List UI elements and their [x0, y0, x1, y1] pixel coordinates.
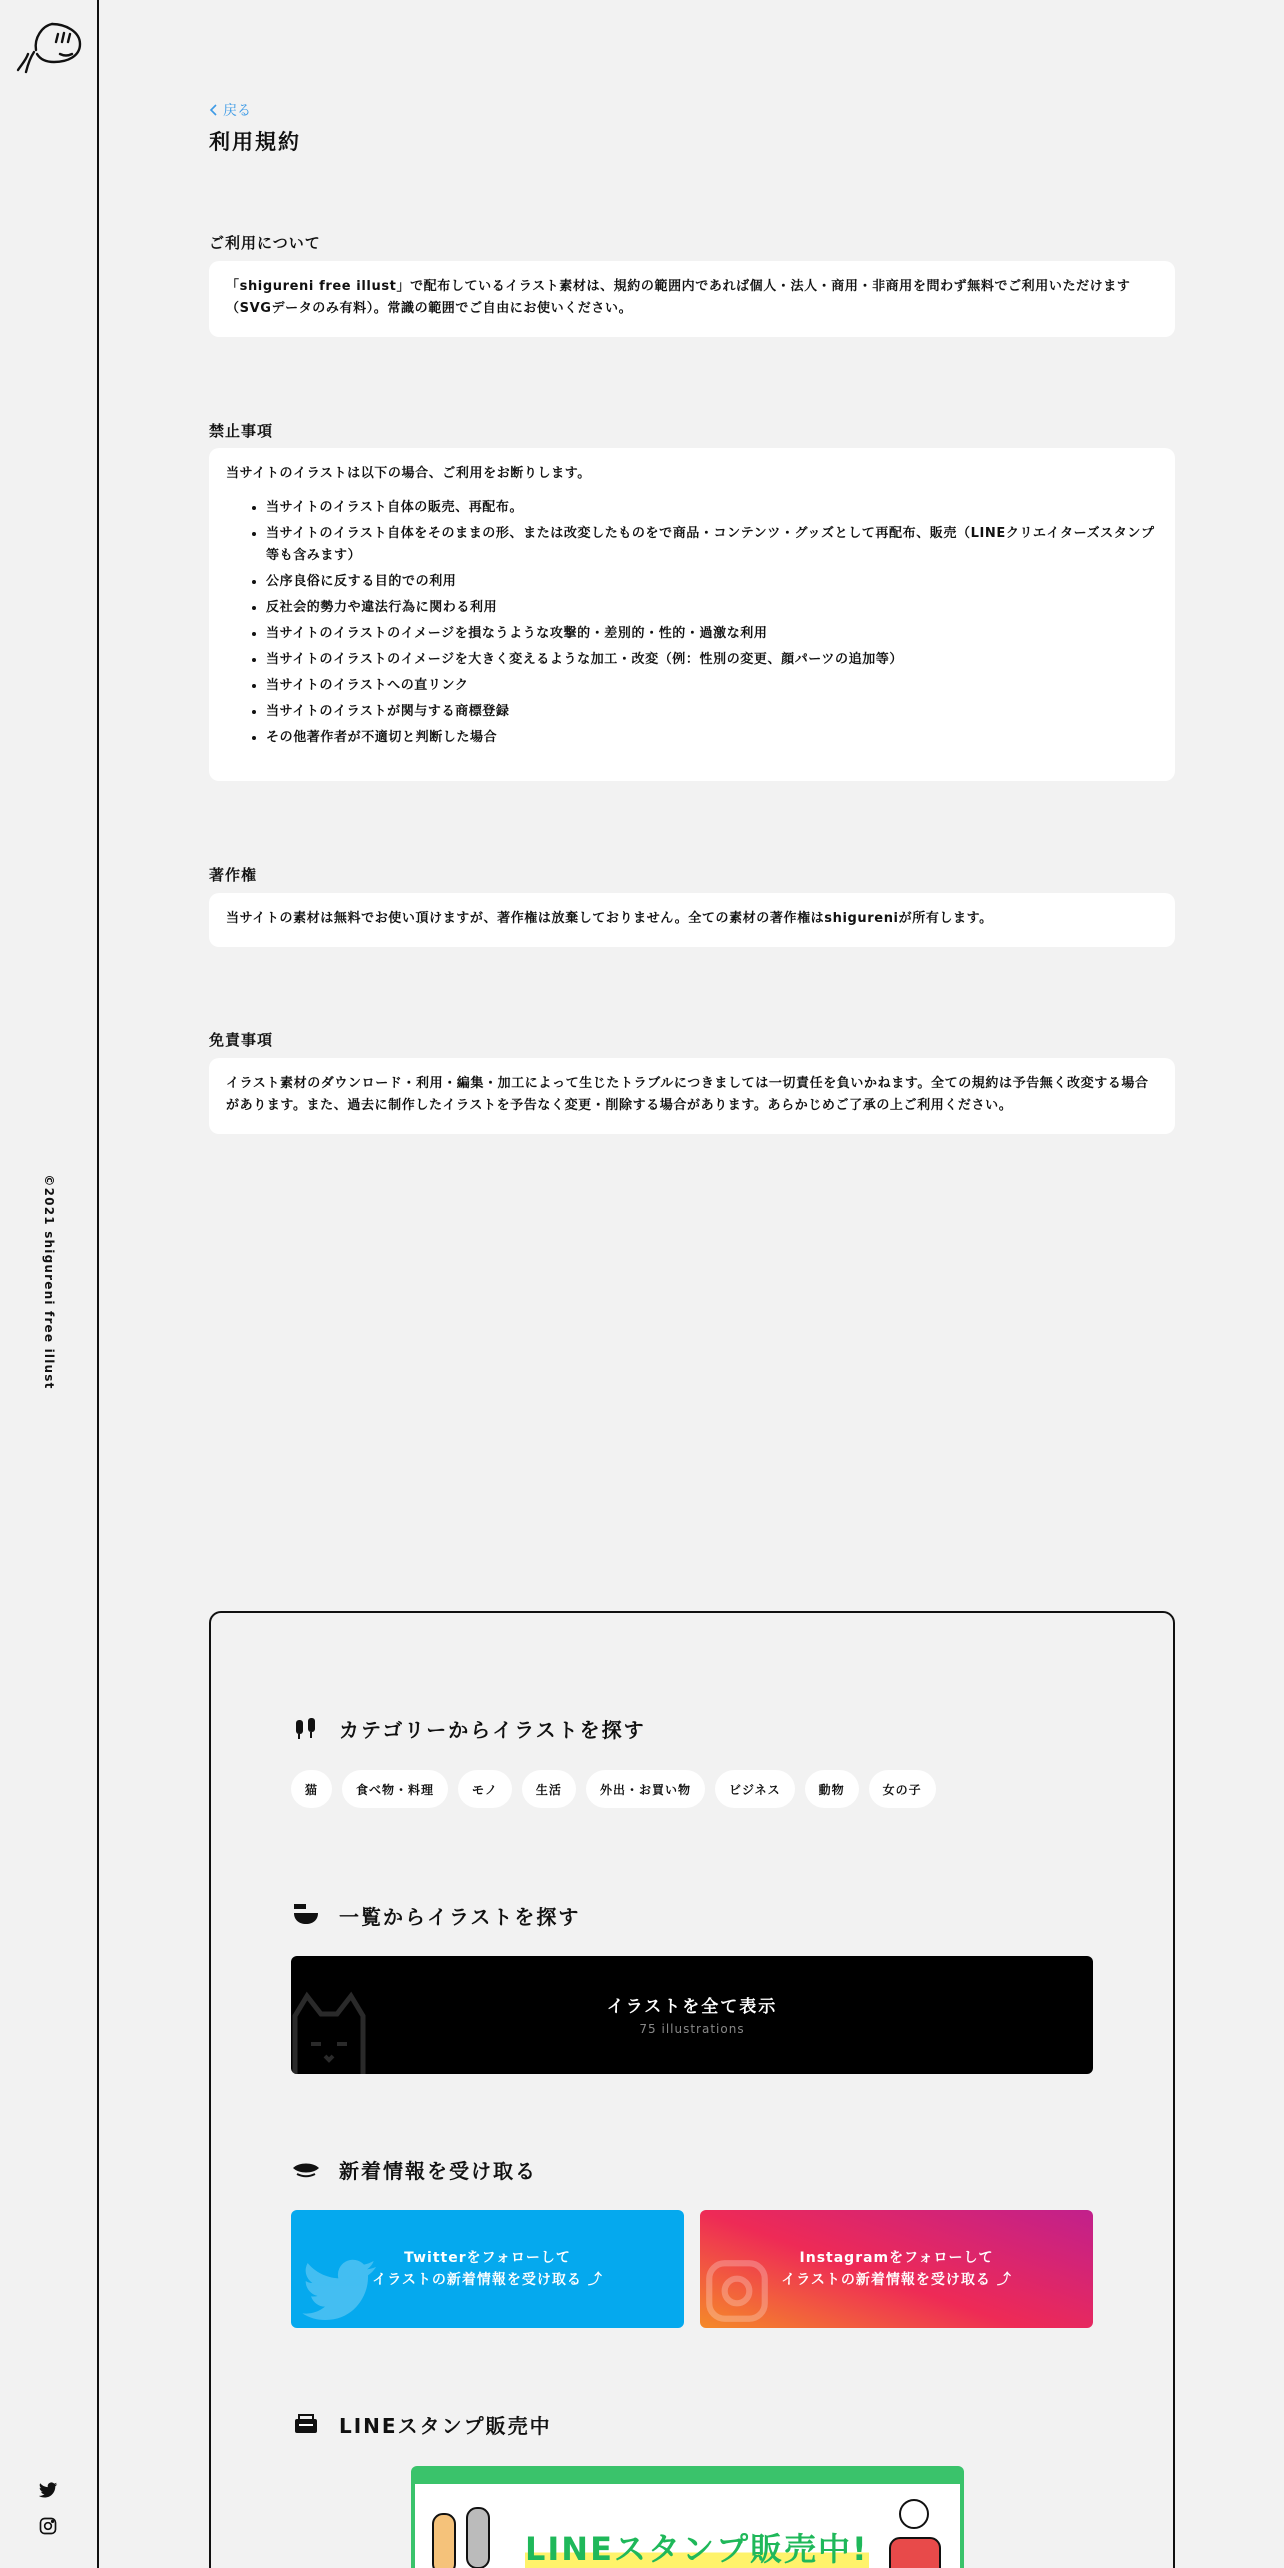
- line-stamp-banner[interactable]: [411, 2466, 964, 2568]
- shop-icon: [291, 2409, 321, 2439]
- category-chips: [291, 1770, 936, 1808]
- section-title-copyright: 著作権: [209, 866, 258, 884]
- show-all-label: イラストを全て表示: [606, 1997, 778, 2017]
- instagram-icon[interactable]: [38, 2516, 58, 2536]
- line-heading: [291, 2409, 552, 2439]
- list-heading-text: 一覧からイラストを探す: [339, 1904, 581, 1929]
- copyright-card: [209, 893, 1175, 947]
- category-chip[interactable]: 女の子: [869, 1770, 936, 1808]
- list-item: • 反社会的勢力や違法行為に関わる利用: [266, 597, 1158, 619]
- list-item: • 公序良俗に反する目的での利用: [266, 571, 1158, 593]
- copyright-text: ©2021 shigureni free illust: [42, 1174, 56, 1390]
- figures-icon: [291, 1713, 321, 1743]
- twitter-icon[interactable]: [38, 2480, 58, 2500]
- instagram-follow-line2: イラストの新着情報を受け取る ⤴: [781, 2272, 1012, 2288]
- section-title-prohibited: 禁止事項: [209, 422, 274, 440]
- twitter-follow-line2: イラストの新着情報を受け取る ⤴: [372, 2272, 603, 2288]
- twitter-follow-line1: Twitterをフォローして: [404, 2250, 571, 2266]
- category-chip[interactable]: 動物: [805, 1770, 859, 1808]
- cats-illustration-icon: [425, 2494, 505, 2568]
- cap-icon: [291, 2154, 321, 2184]
- usage-text: 「shigureni free illust」で配布しているイラスト素材は、規約の範囲内であれば個人・法人・商用・非商用を問わず無料でご利用いただけます（SVGデータのみ有料）。常識の範囲でご自由にお使いください。: [226, 279, 1131, 316]
- line-heading-text: LINEスタンプ販売中: [339, 2413, 552, 2438]
- prohibited-list: [226, 497, 1158, 749]
- category-chip[interactable]: 外出・お買い物: [586, 1770, 705, 1808]
- category-heading-text: カテゴリーからイラストを探す: [339, 1717, 646, 1742]
- disclaimer-text: イラスト素材のダウンロード・利用・編集・加工によって生じたトラブルにつきましては一切責任を負いかねます。全ての規約は予告無く改変する場合があります。また、過去に制作したイラストを予告なく変更・削除する場合があります。あらかじめご了承の上ご利用ください。: [226, 1076, 1149, 1113]
- list-item: • 当サイトのイラスト自体をそのままの形、または改変したものをで商品・コンテンツ・グッズとして再配布、販売（LINEクリエイターズスタンプ等も含みます）: [266, 523, 1158, 567]
- girl-illustration-icon: [870, 2488, 950, 2568]
- line-banner-inner: [415, 2484, 960, 2568]
- copyright-text: 当サイトの素材は無料でお使い頂けますが、著作権は放棄しておりません。全ての素材の著作権はshigureniが所有します。: [226, 911, 993, 926]
- category-chip[interactable]: 食べ物・料理: [342, 1770, 448, 1808]
- category-chip[interactable]: ビジネス: [715, 1770, 795, 1808]
- list-item: • その他著作者が不適切と判断した場合: [266, 727, 1158, 749]
- show-all-button[interactable]: [291, 1956, 1093, 2074]
- twitter-watermark-icon: [299, 2250, 379, 2328]
- list-item: • 当サイトのイラストのイメージを大きく変えるような加工・改変（例：性別の変更、顔パーツの追加等）: [266, 649, 1158, 671]
- list-item: • 当サイトのイラストが関与する商標登録: [266, 701, 1158, 723]
- list-heading: [291, 1900, 580, 1930]
- news-heading-text: 新着情報を受け取る: [339, 2158, 537, 2183]
- sidebar: [0, 0, 99, 2568]
- category-heading: [291, 1713, 646, 1743]
- category-chip[interactable]: 生活: [522, 1770, 576, 1808]
- page-title: 利用規約: [209, 130, 301, 154]
- prohibited-intro: 当サイトのイラストは以下の場合、ご利用をお断りします。: [226, 466, 591, 481]
- back-link-label: 戻る: [223, 103, 251, 119]
- footer-navigation: [209, 1611, 1175, 2568]
- chevron-left-icon: [209, 104, 219, 116]
- section-title-disclaimer: 免責事項: [209, 1031, 274, 1049]
- instagram-watermark-icon: [700, 2254, 774, 2328]
- list-item: • 当サイトのイラスト自体の販売、再配布。: [266, 497, 1158, 519]
- category-chip[interactable]: 猫: [291, 1770, 332, 1808]
- line-banner-text: LINEスタンプ販売中!: [525, 2524, 869, 2568]
- disclaimer-card: [209, 1058, 1175, 1134]
- illustration-count: 75 illustrations: [639, 2022, 745, 2036]
- instagram-follow-line1: Instagramをフォローして: [799, 2250, 994, 2266]
- logo-icon[interactable]: [14, 20, 86, 76]
- list-item: • 当サイトのイラストのイメージを損なうような攻撃的・差別的・性的・過激な利用: [266, 623, 1158, 645]
- prohibited-card: [209, 448, 1175, 781]
- list-item: • 当サイトのイラストへの直リンク: [266, 675, 1158, 697]
- news-heading: [291, 2154, 537, 2184]
- section-title-usage: ご利用について: [209, 234, 321, 252]
- bowl-icon: [291, 1900, 321, 1930]
- usage-card: [209, 261, 1175, 337]
- twitter-follow-button[interactable]: [291, 2210, 684, 2328]
- back-link[interactable]: [209, 100, 251, 120]
- category-chip[interactable]: モノ: [458, 1770, 512, 1808]
- instagram-follow-button[interactable]: [700, 2210, 1093, 2328]
